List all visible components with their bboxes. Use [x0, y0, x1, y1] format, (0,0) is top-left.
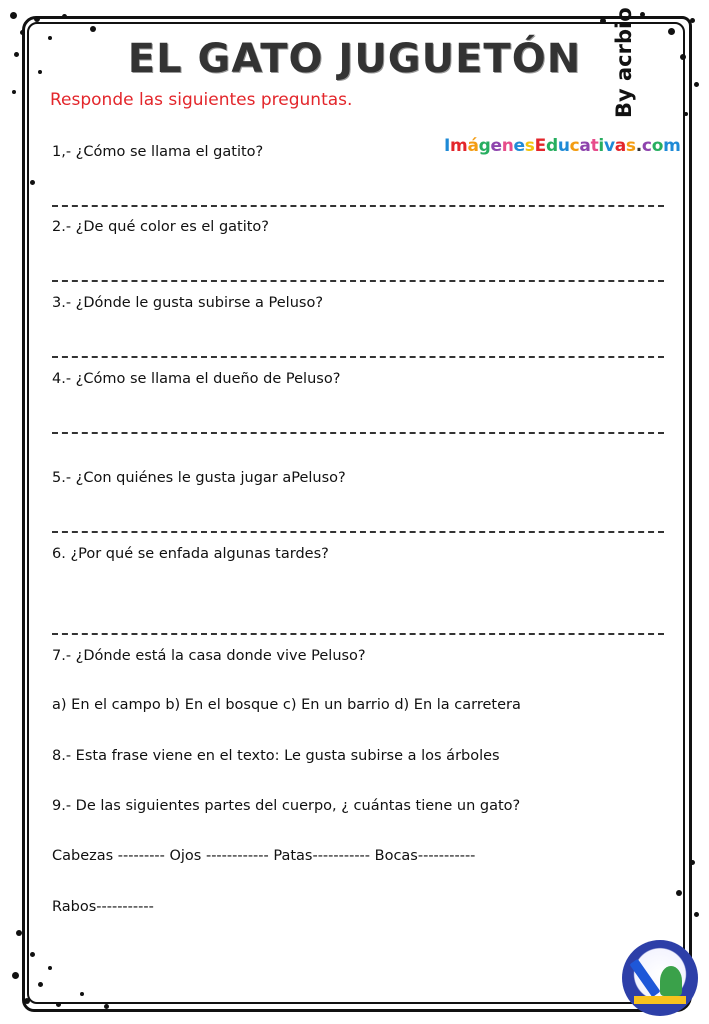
question-7-options: a) En el campo b) En el bosque c) En un barrio d) En la carretera: [52, 697, 521, 713]
site-letter: s: [625, 136, 636, 156]
site-letter: c: [569, 136, 580, 156]
answer-line-3: [52, 356, 664, 358]
answer-line-6: [52, 633, 664, 635]
site-letter: e: [490, 136, 502, 156]
answer-line-2: [52, 280, 664, 282]
question-9-parts-row-2: Rabos-----------: [52, 899, 154, 915]
site-letter: i: [598, 136, 604, 156]
worksheet-title: EL GATO JUGUETÓN: [127, 36, 582, 82]
instructions-text: Responde las siguientes preguntas.: [50, 90, 353, 110]
site-letter: c: [641, 136, 652, 156]
question-8: 8.- Esta frase viene en el texto: Le gusta subirse a los árboles: [52, 748, 500, 764]
question-7: 7.- ¿Dónde está la casa donde vive Peluso?: [52, 648, 366, 664]
question-6: 6. ¿Por qué se enfada algunas tardes?: [52, 546, 329, 562]
site-letter: v: [603, 136, 615, 156]
question-9: 9.- De las siguientes partes del cuerpo, ¿ cuántas tiene un gato?: [52, 798, 521, 814]
site-letter: I: [444, 136, 451, 156]
site-letter: a: [614, 136, 626, 156]
answer-line-1: [52, 205, 664, 207]
site-letter: a: [579, 136, 591, 156]
answer-line-5: [52, 531, 664, 533]
site-letter: o: [651, 136, 664, 156]
question-1: 1,- ¿Cómo se llama el gatito?: [52, 144, 264, 160]
site-letter: t: [590, 136, 599, 156]
site-letter: e: [513, 136, 525, 156]
site-letter: s: [524, 136, 535, 156]
question-4: 4.- ¿Cómo se llama el dueño de Peluso?: [52, 371, 341, 387]
site-letter: u: [557, 136, 570, 156]
question-3: 3.- ¿Dónde le gusta subirse a Peluso?: [52, 295, 324, 311]
author-byline: By acrbio: [612, 7, 636, 118]
answer-line-4: [52, 432, 664, 434]
question-2: 2.- ¿De qué color es el gatito?: [52, 219, 270, 235]
question-9-parts-row-1: Cabezas --------- Ojos ------------ Patas----------- Bocas-----------: [52, 848, 476, 864]
site-letter: m: [663, 136, 681, 156]
site-letter: g: [478, 136, 491, 156]
imagenes-educativas-logo-icon: [622, 940, 698, 1016]
site-letter: m: [450, 136, 468, 156]
site-letter: á: [467, 136, 479, 156]
site-letter: E: [534, 136, 546, 156]
site-letter: .: [635, 136, 642, 156]
site-letter: n: [501, 136, 514, 156]
site-watermark: [444, 136, 681, 156]
site-letter: d: [545, 136, 558, 156]
question-5: 5.- ¿Con quiénes le gusta jugar aPeluso?: [52, 470, 346, 486]
